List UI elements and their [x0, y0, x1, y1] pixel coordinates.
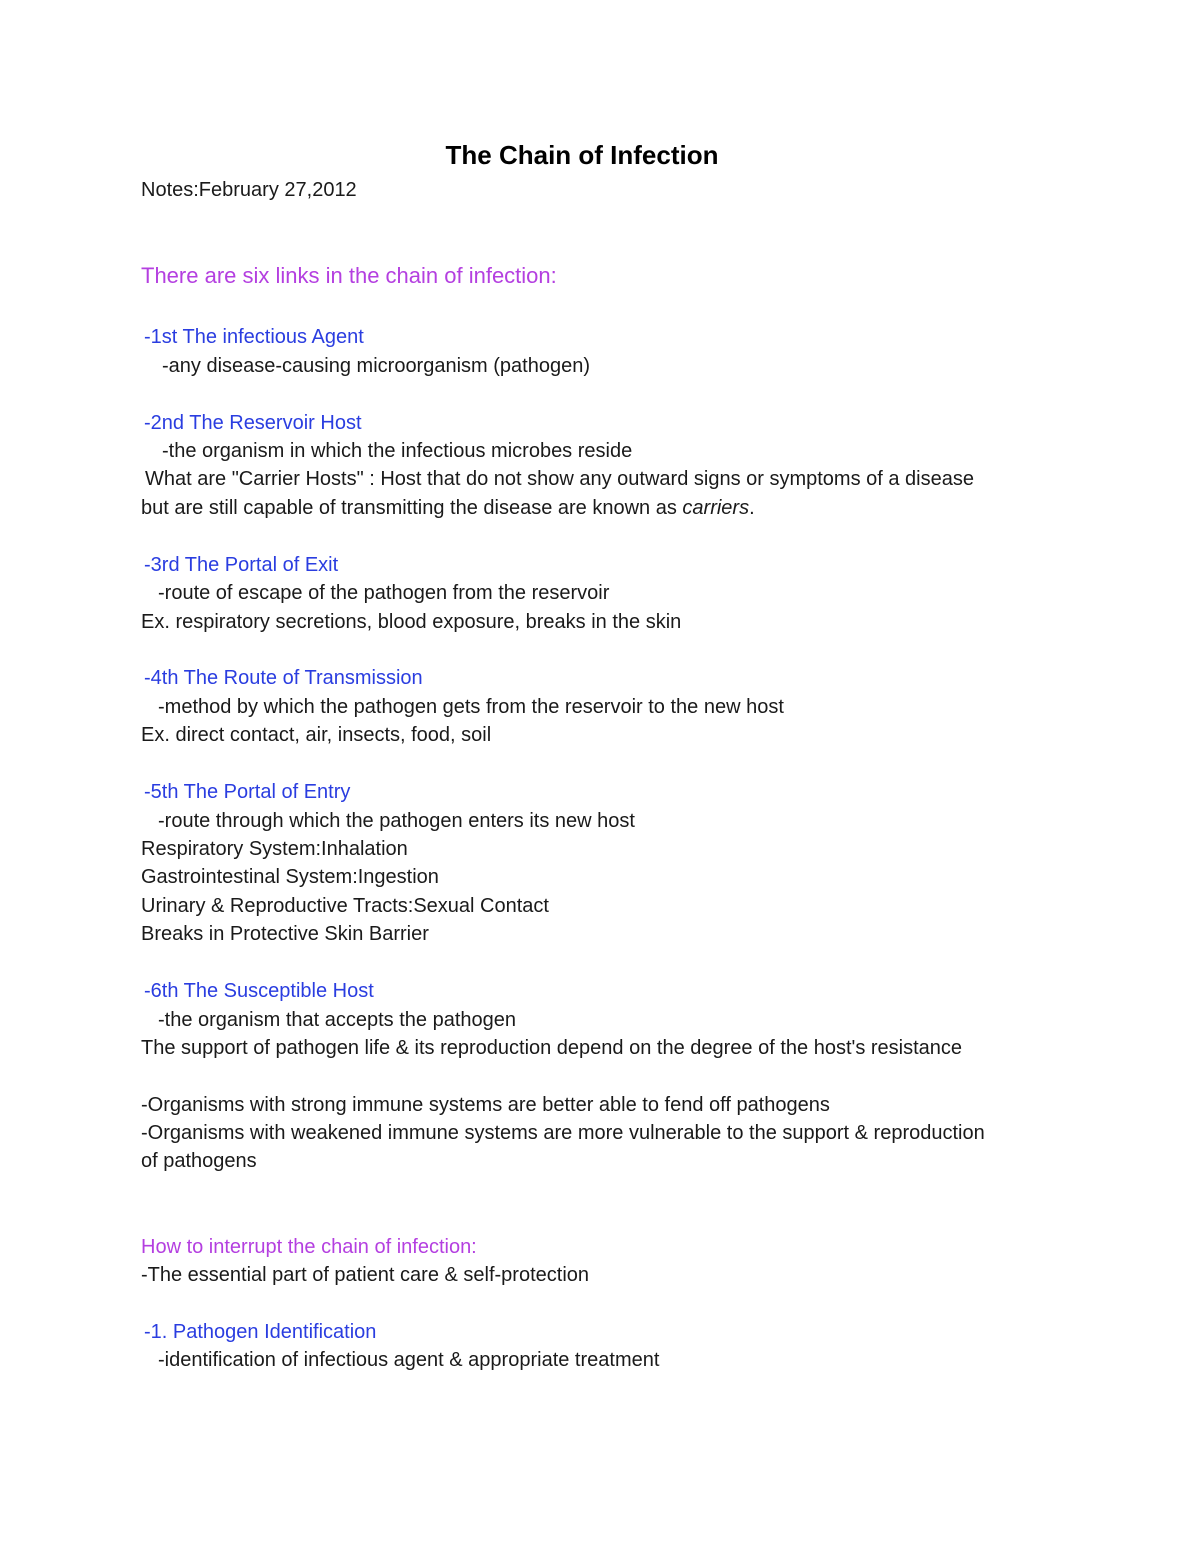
carrier-hosts-definition-cont — [141, 494, 755, 522]
notes-date: Notes:February 27,2012 — [141, 179, 357, 201]
page-title: The Chain of Infection — [445, 140, 719, 170]
link-title-4: -4th The Route of Transmission — [144, 667, 423, 689]
host-resistance-text: The support of pathogen life & its reproduction depend on the degree of the host's resistance — [141, 1037, 963, 1059]
interrupt-step-detail: -identification of infectious agent & appropriate treatment — [158, 1349, 660, 1371]
period: . — [749, 497, 755, 519]
link-detail: -route of escape of the pathogen from the reservoir — [158, 582, 610, 604]
link-title-1: -1st The infectious Agent — [144, 326, 364, 348]
link-detail: -the organism in which the infectious microbes reside — [162, 440, 633, 462]
link-title-5: -5th The Portal of Entry — [144, 781, 351, 803]
section-heading-interrupt: How to interrupt the chain of infection: — [141, 1236, 477, 1258]
immune-line: -Organisms with strong immune systems are better able to fend off pathogens — [141, 1094, 830, 1116]
link-detail: -method by which the pathogen gets from the reservoir to the new host — [158, 696, 784, 718]
interrupt-step-title-1: -1. Pathogen Identification — [144, 1321, 377, 1343]
link-detail: -route through which the pathogen enters its new host — [158, 810, 635, 832]
entry-route: Respiratory System:Inhalation — [141, 838, 408, 860]
section-heading-six-links: There are six links in the chain of infection: — [141, 263, 557, 288]
link-title-6: -6th The Susceptible Host — [144, 980, 374, 1002]
link-example: Ex. direct contact, air, insects, food, soil — [141, 724, 492, 746]
carrier-text: but are still capable of transmitting the disease are known as — [141, 497, 683, 519]
link-example: Ex. respiratory secretions, blood exposure, breaks in the skin — [141, 611, 682, 633]
carriers-term: carriers — [682, 497, 750, 519]
link-title-2: -2nd The Reservoir Host — [144, 412, 362, 434]
carrier-hosts-definition: What are "Carrier Hosts" : Host that do not show any outward signs or symptoms of a disease — [145, 468, 974, 490]
link-detail: -any disease-causing microorganism (pathogen) — [162, 355, 590, 377]
immune-line: of pathogens — [141, 1150, 257, 1172]
entry-route: Urinary & Reproductive Tracts:Sexual Contact — [141, 895, 549, 917]
link-title-3: -3rd The Portal of Exit — [144, 554, 339, 576]
entry-route: Breaks in Protective Skin Barrier — [141, 923, 429, 945]
immune-line: -Organisms with weakened immune systems are more vulnerable to the support & reproduction — [141, 1122, 985, 1144]
link-detail: -the organism that accepts the pathogen — [158, 1009, 517, 1031]
entry-route: Gastrointestinal System:Ingestion — [141, 866, 439, 888]
section2-intro: -The essential part of patient care & self-protection — [141, 1264, 590, 1286]
